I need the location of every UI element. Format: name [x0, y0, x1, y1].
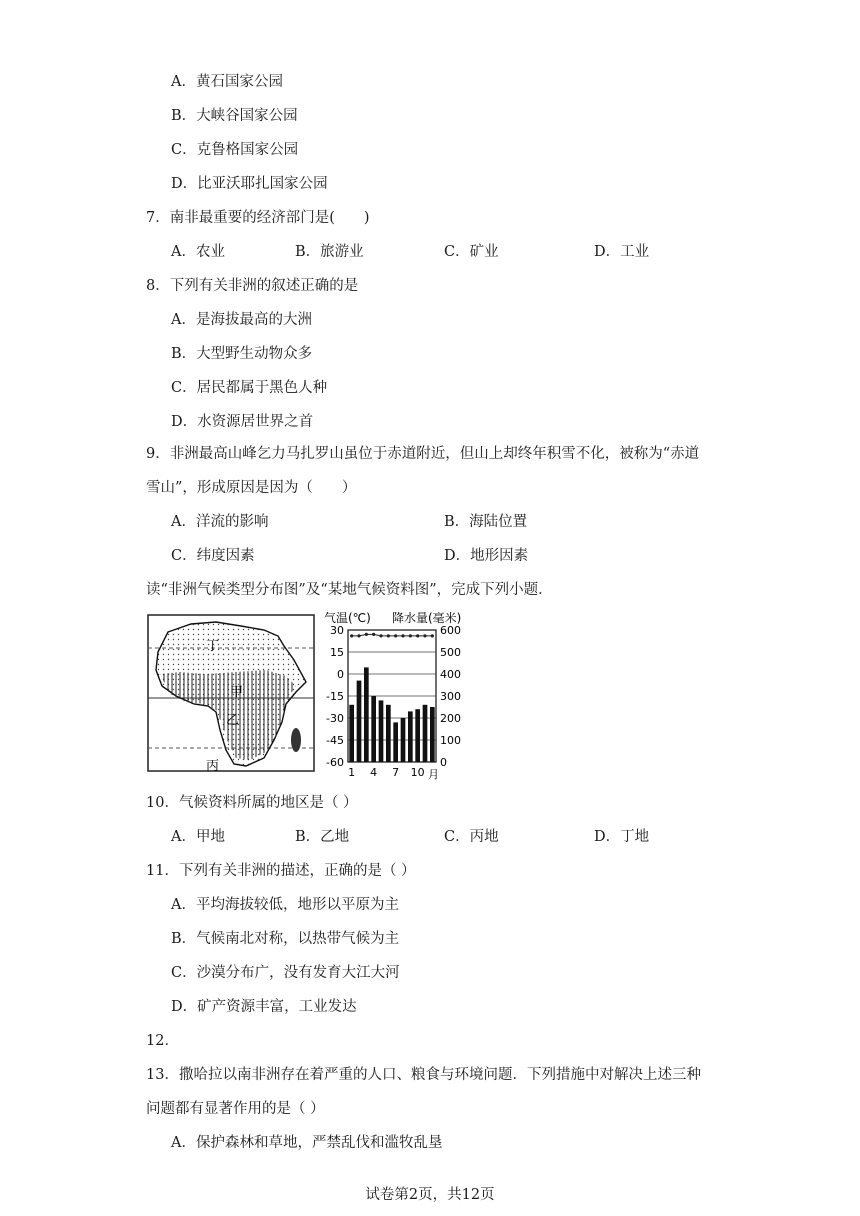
q9-stem-line2: 雪山”，形成原因是因为（ ）: [146, 480, 357, 496]
map-label-jia: 甲: [230, 685, 244, 700]
temp-tick-label: 30: [330, 624, 344, 637]
option-label: C．: [444, 244, 470, 260]
madagascar-island: [291, 728, 301, 752]
q10-stem: 10．气候资料所属的地区是（ ）: [146, 795, 358, 811]
month-ticks: [348, 766, 424, 779]
reading-intro: 读“非洲气候类型分布图”及“某地气候资料图”，完成下列小题．: [146, 582, 553, 598]
option-label: C．: [444, 829, 470, 845]
option-text: 矿业: [469, 244, 499, 260]
option-text: 平均海拔较低，地形以平原为主: [195, 897, 399, 913]
option-label: C．: [171, 380, 197, 396]
precip-bar: [379, 700, 384, 762]
option-label: C．: [171, 965, 197, 981]
q11-option-c: [171, 963, 400, 983]
temp-point: [431, 634, 434, 637]
temp-line: [350, 633, 434, 638]
option-label: B．: [295, 829, 321, 845]
temp-point: [401, 634, 404, 637]
precip-bar: [393, 722, 398, 762]
precip-bar: [415, 709, 420, 762]
option-text: 丙地: [469, 829, 499, 845]
q11-stem: 11．下列有关非洲的描述，正确的是（ ）: [146, 863, 416, 879]
q11-option-d: [171, 997, 357, 1017]
q11-option-a: [171, 895, 399, 915]
q9-option-b: [444, 512, 527, 532]
precip-bar: [364, 667, 369, 762]
precip-tick-label: 200: [440, 712, 461, 725]
option-text: 海陆位置: [469, 514, 528, 530]
climate-chart: [324, 612, 461, 780]
option-label: D．: [171, 414, 198, 430]
q7-option-d: [594, 242, 649, 262]
temp-tick-label: -60: [326, 756, 344, 769]
figure-map-and-climate-chart: [146, 612, 486, 780]
q10-option-c: [444, 827, 499, 847]
option-text: 保护森林和草地，严禁乱伐和滥牧乱垦: [195, 1135, 443, 1151]
precip-tick-label: 400: [440, 668, 461, 681]
q7-stem: 7．南非最重要的经济部门是( ): [146, 210, 370, 226]
month-tick-label: 10: [410, 766, 425, 779]
q9-option-d: [444, 546, 528, 566]
precip-bar: [386, 705, 391, 762]
option-label: C．: [171, 142, 197, 158]
q6-option-c: [171, 140, 298, 160]
temp-tick-label: 0: [337, 668, 344, 681]
temp-point: [350, 634, 353, 637]
q6-option-b: [171, 106, 298, 126]
option-label: D．: [444, 548, 471, 564]
option-label: D．: [171, 176, 198, 192]
q11-option-b: [171, 929, 399, 949]
temp-polyline: [352, 634, 433, 635]
option-label: A．: [171, 829, 196, 845]
option-text: 纬度因素: [196, 548, 255, 564]
temp-point: [357, 634, 360, 637]
option-text: 水资源居世界之首: [197, 414, 314, 430]
q6-option-d: [171, 174, 328, 194]
option-label: A．: [171, 897, 196, 913]
option-label: D．: [171, 999, 198, 1015]
map-label-ding: 丁: [206, 639, 220, 654]
option-text: 大型野生动物众多: [196, 346, 313, 362]
figure-svg: [146, 612, 486, 780]
option-text: 洋流的影响: [195, 514, 269, 530]
option-label: A．: [171, 1135, 196, 1151]
option-label: B．: [444, 514, 470, 530]
option-label: D．: [594, 244, 621, 260]
temp-point: [416, 634, 419, 637]
option-label: A．: [171, 514, 196, 530]
option-text: 工业: [620, 244, 650, 260]
q8-option-d: [171, 412, 313, 432]
q10-option-d: [594, 827, 649, 847]
precip-tick-label: 300: [440, 690, 461, 703]
option-text: 大峡谷国家公园: [196, 108, 298, 124]
q7-option-b: [295, 242, 364, 262]
precip-bar: [401, 718, 406, 762]
option-text: 矿产资源丰富，工业发达: [197, 999, 357, 1015]
temp-tick-label: -15: [326, 690, 344, 703]
q9-option-c: [171, 546, 255, 566]
q6-option-a: [171, 72, 283, 92]
temp-point: [387, 634, 390, 637]
option-text: 旅游业: [320, 244, 364, 260]
page-footer: 试卷第2页，共12页: [365, 1187, 495, 1203]
month-tick-label: 4: [370, 766, 378, 779]
option-label: B．: [295, 244, 321, 260]
precip-tick-label: 0: [440, 756, 447, 769]
q12-stem: 12．: [146, 1033, 179, 1049]
q10-option-b: [295, 827, 349, 847]
precip-bars: [349, 667, 434, 762]
option-text: 比亚沃耶扎国家公园: [197, 176, 328, 192]
precip-ticks: [440, 624, 461, 769]
temp-tick-label: -30: [326, 712, 344, 725]
option-text: 甲地: [195, 829, 225, 845]
map-label-bing: 丙: [206, 759, 220, 774]
month-unit: 月: [428, 768, 439, 780]
q8-option-b: [171, 344, 312, 364]
q7-option-a: [171, 242, 225, 262]
q10-option-a: [171, 827, 225, 847]
option-text: 乙地: [320, 829, 350, 845]
option-label: C．: [171, 548, 197, 564]
option-label: A．: [171, 244, 196, 260]
option-label: B．: [171, 108, 197, 124]
q7-option-c: [444, 242, 499, 262]
option-label: A．: [171, 312, 196, 328]
precip-tick-label: 100: [440, 734, 461, 747]
option-text: 地形因素: [470, 548, 529, 564]
temp-axis-label: 气温(℃): [324, 612, 371, 625]
option-label: B．: [171, 931, 197, 947]
q8-stem: 8．下列有关非洲的叙述正确的是: [146, 278, 359, 294]
temp-tick-label: -45: [326, 734, 344, 747]
q8-option-a: [171, 310, 312, 330]
q8-option-c: [171, 378, 327, 398]
precip-tick-label: 500: [440, 646, 461, 659]
option-text: 黄石国家公园: [195, 74, 283, 90]
option-text: 是海拔最高的大洲: [195, 312, 312, 328]
q9-stem-line1: 9．非洲最高山峰乞力马扎罗山虽位于赤道附近，但山上却终年积雪不化，被称为“赤道: [146, 446, 700, 462]
q13-option-a: [171, 1133, 442, 1153]
temp-ticks: [326, 624, 344, 769]
precip-tick-label: 600: [440, 624, 461, 637]
temp-point: [394, 634, 397, 637]
option-label: B．: [171, 346, 197, 362]
precip-bar: [357, 681, 362, 762]
temp-point: [379, 634, 382, 637]
option-text: 丁地: [620, 829, 650, 845]
option-text: 居民都属于黑色人种: [196, 380, 328, 396]
month-tick-label: 1: [348, 766, 356, 779]
map-label-yi: 乙: [226, 713, 240, 728]
q9-option-a: [171, 512, 268, 532]
temp-point: [423, 634, 426, 637]
precip-bar: [408, 711, 413, 762]
temp-point: [409, 634, 412, 637]
temp-point: [372, 633, 375, 636]
q13-stem-line2: 问题都有显著作用的是（ ）: [146, 1101, 325, 1117]
month-tick-label: 7: [392, 766, 400, 779]
precip-bar: [349, 705, 354, 762]
precip-bar: [423, 705, 428, 762]
africa-climate-map: [148, 615, 314, 774]
precip-bar: [371, 696, 376, 762]
temp-tick-label: 15: [330, 646, 344, 659]
temp-point: [365, 633, 368, 636]
precip-axis-label: 降水量(毫米): [392, 612, 462, 625]
option-text: 沙漠分布广，没有发育大江大河: [196, 965, 400, 981]
option-text: 气候南北对称，以热带气候为主: [196, 931, 400, 947]
option-text: 克鲁格国家公园: [196, 142, 299, 158]
q13-stem-line1: 13．撒哈拉以南非洲存在着严重的人口、粮食与环境问题．下列措施中对解决上述三种: [146, 1067, 701, 1083]
option-label: D．: [594, 829, 621, 845]
precip-bar: [430, 707, 435, 762]
option-text: 农业: [195, 244, 225, 260]
option-label: A．: [171, 74, 196, 90]
